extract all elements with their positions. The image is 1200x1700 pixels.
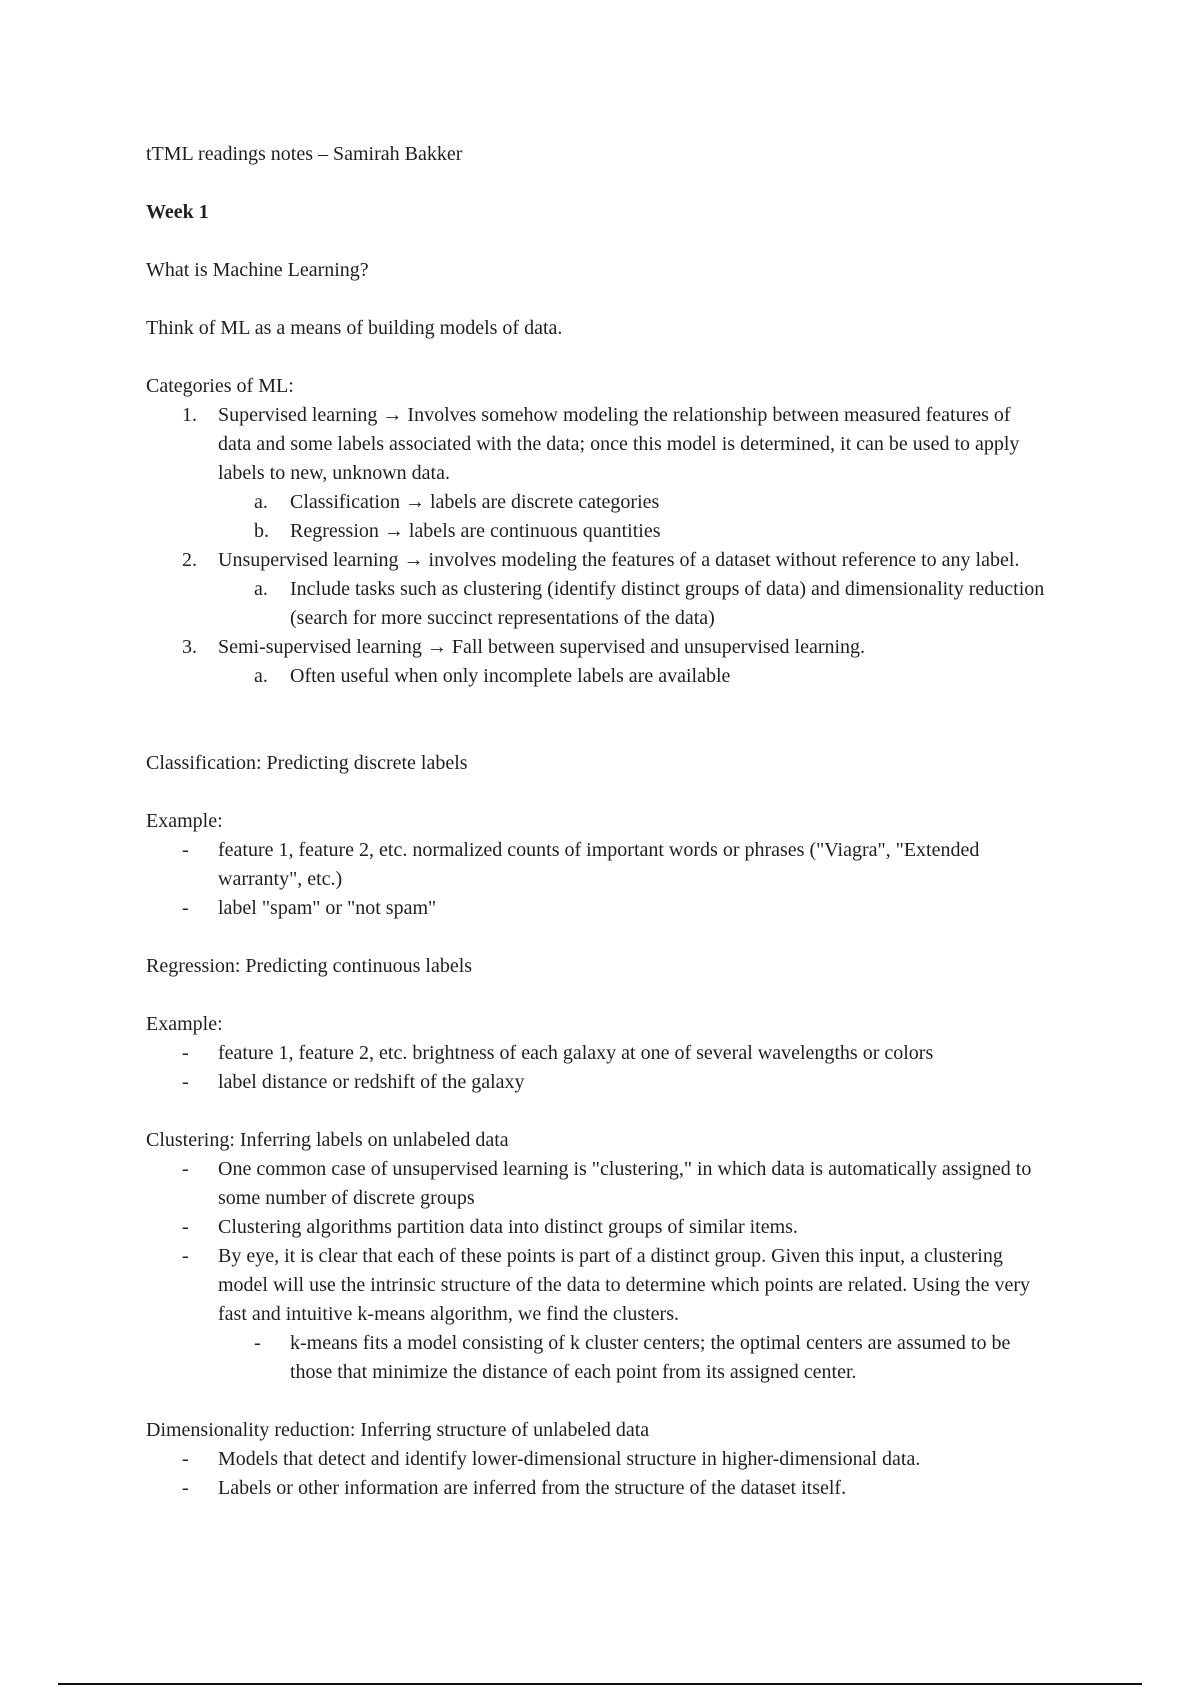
- dash-marker: -: [182, 1216, 189, 1238]
- list-item-text: Supervised learning → Involves somehow modeling the relationship between measured features of data and some labels associated with the data; once this model is determined, it can be used to apply labels to new, unknown data.: [218, 404, 1020, 484]
- list-number: 2.: [182, 549, 197, 571]
- sub-item-text: Often useful when only incomplete labels are available: [290, 665, 731, 687]
- clustering-heading: Clustering: Inferring labels on unlabeled data: [146, 1129, 509, 1151]
- categories-list: [146, 401, 1046, 691]
- bullet-text: Models that detect and identify lower-dimensional structure in higher-dimensional data.: [218, 1448, 921, 1470]
- list-number: 1.: [182, 404, 197, 426]
- list-letter: a.: [254, 665, 268, 687]
- category-item-unsupervised: [146, 546, 1046, 633]
- dash-marker: -: [254, 1332, 261, 1354]
- dash-marker: -: [182, 1071, 189, 1093]
- regression-heading: Regression: Predicting continuous labels: [146, 955, 473, 977]
- categories-heading: Categories of ML:: [146, 375, 294, 397]
- category-item-supervised: [146, 401, 1046, 546]
- dash-marker: -: [182, 1158, 189, 1180]
- regression-section: [146, 952, 1046, 1097]
- dash-marker: -: [182, 1477, 189, 1499]
- bullet-item: [146, 1445, 1046, 1474]
- ml-question: What is Machine Learning?: [146, 259, 369, 281]
- list-letter: b.: [254, 520, 269, 542]
- sub-list: [218, 488, 1046, 546]
- bullet-item: [146, 1155, 1046, 1213]
- clustering-bullets: [146, 1155, 1046, 1329]
- bullet-text: One common case of unsupervised learning is "clustering," in which data is automatically assigned to some number of discrete groups: [218, 1158, 1032, 1209]
- document-page: [146, 140, 1046, 1503]
- classification-bullets: [146, 836, 1046, 923]
- sub-item-text: Regression → labels are continuous quantities: [290, 520, 661, 542]
- bullet-text: Clustering algorithms partition data into distinct groups of similar items.: [218, 1216, 798, 1238]
- bullet-text: feature 1, feature 2, etc. normalized counts of important words or phrases ("Viagra", "Extended warranty", etc.): [218, 839, 980, 890]
- sub-item-regression: [146, 517, 1046, 546]
- bullet-item: [146, 1242, 1046, 1329]
- bullet-item: [146, 1474, 1046, 1503]
- bullet-item: [146, 836, 1046, 894]
- sub-item-text: Include tasks such as clustering (identify distinct groups of data) and dimensionality reduction (search for more succinct representations of the data): [290, 578, 1045, 629]
- list-item-text: Semi-supervised learning → Fall between supervised and unsupervised learning.: [218, 636, 866, 658]
- sub-bullet-text: k-means fits a model consisting of k cluster centers; the optimal centers are assumed to be those that minimize the distance of each point from its assigned center.: [290, 1332, 1011, 1383]
- bullet-item: [146, 1213, 1046, 1242]
- bullet-text: By eye, it is clear that each of these points is part of a distinct group. Given this input, a clustering model will use the intrinsic structure of the data to determine which points are related. Using the very fast and intuitive k-means algorithm, we find the clusters.: [218, 1245, 1030, 1325]
- example-label: Example:: [146, 810, 223, 832]
- bullet-item: [146, 894, 1046, 923]
- dash-marker: -: [182, 897, 189, 919]
- list-letter: a.: [254, 491, 268, 513]
- list-item-text: Unsupervised learning → involves modeling the features of a dataset without reference to any label.: [218, 549, 1020, 571]
- sub-list: [218, 662, 1046, 691]
- sub-bullet-item: [146, 1329, 1046, 1387]
- document-header: tTML readings notes – Samirah Bakker: [146, 143, 463, 165]
- sub-item-text: Classification → labels are discrete categories: [290, 491, 660, 513]
- category-item-semi-supervised: [146, 633, 1046, 691]
- bullet-text: feature 1, feature 2, etc. brightness of each galaxy at one of several wavelengths or colors: [218, 1042, 934, 1064]
- bullet-item: [146, 1039, 1046, 1068]
- dash-marker: -: [182, 839, 189, 861]
- dash-marker: -: [182, 1448, 189, 1470]
- dash-marker: -: [182, 1042, 189, 1064]
- sub-item-semi-supervised-use: [146, 662, 1046, 691]
- footer-divider: [58, 1683, 1142, 1685]
- bullet-text: label distance or redshift of the galaxy: [218, 1071, 525, 1093]
- ml-intro: Think of ML as a means of building models of data.: [146, 317, 563, 339]
- example-label: Example:: [146, 1013, 223, 1035]
- week-heading: Week 1: [146, 201, 209, 223]
- list-number: 3.: [182, 636, 197, 658]
- clustering-section: [146, 1126, 1046, 1387]
- dimensionality-heading: Dimensionality reduction: Inferring structure of unlabeled data: [146, 1419, 650, 1441]
- classification-section: [146, 749, 1046, 923]
- sub-list: [218, 575, 1046, 633]
- dimensionality-section: [146, 1416, 1046, 1503]
- bullet-text: label "spam" or "not spam": [218, 897, 437, 919]
- list-letter: a.: [254, 578, 268, 600]
- dimensionality-bullets: [146, 1445, 1046, 1503]
- dash-marker: -: [182, 1245, 189, 1267]
- sub-item-classification: [146, 488, 1046, 517]
- sub-item-unsupervised-tasks: [146, 575, 1046, 633]
- regression-bullets: [146, 1039, 1046, 1097]
- categories-section: [146, 372, 1046, 691]
- bullet-text: Labels or other information are inferred from the structure of the dataset itself.: [218, 1477, 847, 1499]
- bullet-item: [146, 1068, 1046, 1097]
- classification-heading: Classification: Predicting discrete labels: [146, 752, 468, 774]
